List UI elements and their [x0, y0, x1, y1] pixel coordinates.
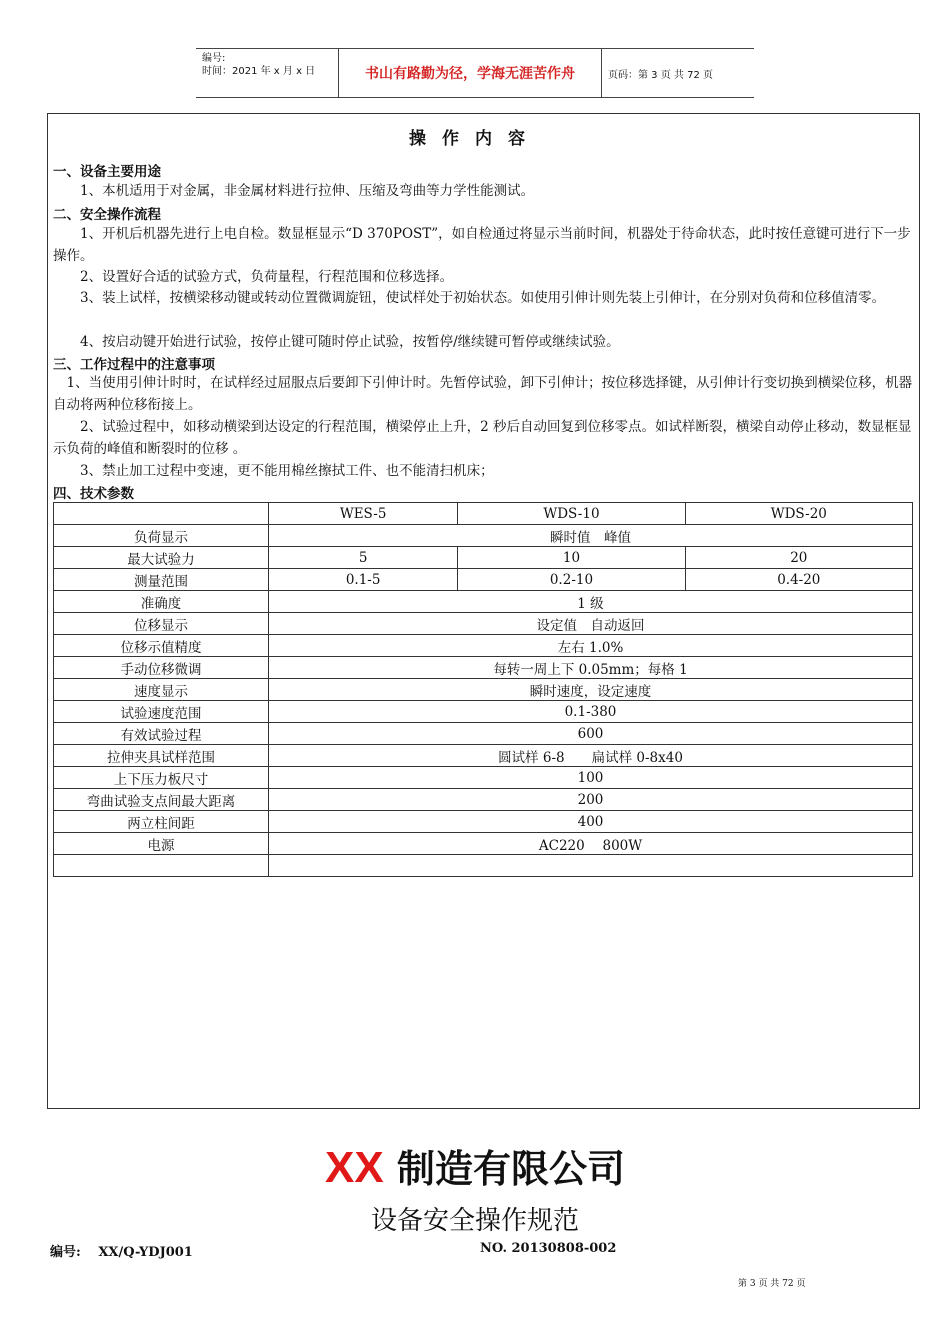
table-cell: 负荷显示 — [54, 525, 269, 547]
table-cell: 上下压力板尺寸 — [54, 767, 269, 789]
table-cell: 瞬时值 峰值 — [269, 525, 913, 547]
table-cell: 有效试验过程 — [54, 723, 269, 745]
page-header — [196, 48, 754, 98]
table-cell: 两立柱间距 — [54, 811, 269, 833]
table-cell — [54, 855, 269, 877]
table-cell: 弯曲试验支点间最大距离 — [54, 789, 269, 811]
header-code-label: 编号: — [202, 53, 226, 64]
paragraph: 1、本机适用于对金属，非金属材料进行拉伸、压缩及弯曲等力学性能测试。 — [53, 183, 535, 199]
table-row — [54, 789, 913, 811]
table-cell: WES-5 — [269, 503, 458, 525]
table-row — [54, 701, 913, 723]
company-name-xx: XX — [325, 1143, 384, 1192]
table-cell: 0.1-380 — [269, 701, 913, 723]
table-row — [54, 767, 913, 789]
table-cell: 最大试验力 — [54, 547, 269, 569]
section-heading-procedure: 二、安全操作流程 — [53, 207, 161, 223]
table-cell: 400 — [269, 811, 913, 833]
table-row — [54, 723, 913, 745]
table-row — [54, 855, 913, 877]
paragraph: 3、禁止加工过程中变速，更不能用棉丝擦拭工件、也不能清扫机床； — [53, 463, 494, 479]
table-cell: 每转一周上下 0.05mm；每格 1 — [269, 657, 913, 679]
document-code: 编号: XX/Q-YDJ001 — [50, 1245, 193, 1260]
table-cell: 准确度 — [54, 591, 269, 613]
company-name-rest: 制造有限公司 — [396, 1147, 625, 1191]
table-row — [54, 525, 913, 547]
spec-table-body — [54, 503, 913, 877]
table-cell: 0.4-20 — [685, 569, 912, 591]
table-cell — [269, 855, 913, 877]
table-cell: 5 — [269, 547, 458, 569]
table-cell: 圆试样 6-8 扁试样 0-8x40 — [269, 745, 913, 767]
section-heading-purpose: 一、设备主要用途 — [53, 164, 161, 180]
table-row — [54, 679, 913, 701]
table-cell: 电源 — [54, 833, 269, 855]
paragraph: 4、按启动键开始进行试验，按停止键可随时停止试验，按暂停/继续键可暂停或继续试验。 — [53, 334, 620, 350]
paragraph: 3、装上试样，按横梁移动键或转动位置微调旋钮，使试样处于初始状态。如使用引伸计则先装上引伸计，在分别对负荷和位移值清零。 — [53, 290, 886, 306]
table-cell: 位移显示 — [54, 613, 269, 635]
spec-table — [53, 502, 913, 877]
document-subtitle: 设备安全操作规范 — [370, 1206, 579, 1236]
table-row — [54, 613, 913, 635]
section-heading-specs: 四、技术参数 — [53, 486, 134, 502]
table-row — [54, 635, 913, 657]
table-cell — [54, 503, 269, 525]
table-cell: 200 — [269, 789, 913, 811]
table-cell: 瞬时速度，设定速度 — [269, 679, 913, 701]
table-cell: 试验速度范围 — [54, 701, 269, 723]
header-page-info: 页码：第 3 页 共 72 页 — [608, 69, 713, 81]
header-motto: 书山有路勤为径，学海无涯苦作舟 — [338, 49, 602, 97]
document-number: NO. 20130808-002 — [480, 1241, 617, 1256]
table-cell: 设定值 自动返回 — [269, 613, 913, 635]
table-cell: 测量范围 — [54, 569, 269, 591]
table-cell: 0.1-5 — [269, 569, 458, 591]
paragraph: 2、试验过程中，如移动横梁到达设定的行程范围，横梁停止上升，2 秒后自动回复到位移零点。如试样断裂，横梁自动停止移动，数显框显示负荷的峰值和断裂时的位移 。 — [53, 419, 912, 457]
table-row — [54, 811, 913, 833]
table-cell: WDS-20 — [685, 503, 912, 525]
header-meta — [196, 49, 338, 97]
table-row — [54, 745, 913, 767]
table-cell: 0.2-10 — [458, 569, 685, 591]
table-cell: AC220 800W — [269, 833, 913, 855]
paragraph: 2、设置好合适的试验方式，负荷量程，行程范围和位移选择。 — [53, 269, 454, 285]
table-cell: 位移示值精度 — [54, 635, 269, 657]
table-cell: 左右 1.0% — [269, 635, 913, 657]
table-row — [54, 591, 913, 613]
paragraph: 1、当使用引伸计时时，在试样经过屈服点后要卸下引伸计时。先暂停试验，卸下引伸计；按位移选择键，从引伸计行变切换到横梁位移，机器自动将两种位移衔接上。 — [53, 375, 913, 413]
table-cell: 10 — [458, 547, 685, 569]
section-heading-precautions: 三、工作过程中的注意事项 — [53, 357, 215, 373]
table-cell: 1 级 — [269, 591, 913, 613]
table-cell: 20 — [685, 547, 912, 569]
company-name — [0, 1138, 950, 1193]
table-row — [54, 657, 913, 679]
paragraph: 1、开机后机器先进行上电自检。数显框显示“D 370POST”，如自检通过将显示当前时间，机器处于待命状态，此时按任意键可进行下一步操作。 — [53, 226, 911, 264]
page-title: 操作内容 — [409, 129, 541, 149]
table-row — [54, 833, 913, 855]
table-row — [54, 547, 913, 569]
table-cell: 速度显示 — [54, 679, 269, 701]
header-time: 时间：2021 年 x 月 x 日 — [202, 66, 316, 77]
table-cell: 拉伸夹具试样范围 — [54, 745, 269, 767]
page-number: 第 3 页 共 72 页 — [738, 1279, 806, 1289]
table-header-row — [54, 503, 913, 525]
table-cell: 600 — [269, 723, 913, 745]
table-cell: 100 — [269, 767, 913, 789]
table-cell: 手动位移微调 — [54, 657, 269, 679]
table-row — [54, 569, 913, 591]
table-cell: WDS-10 — [458, 503, 685, 525]
